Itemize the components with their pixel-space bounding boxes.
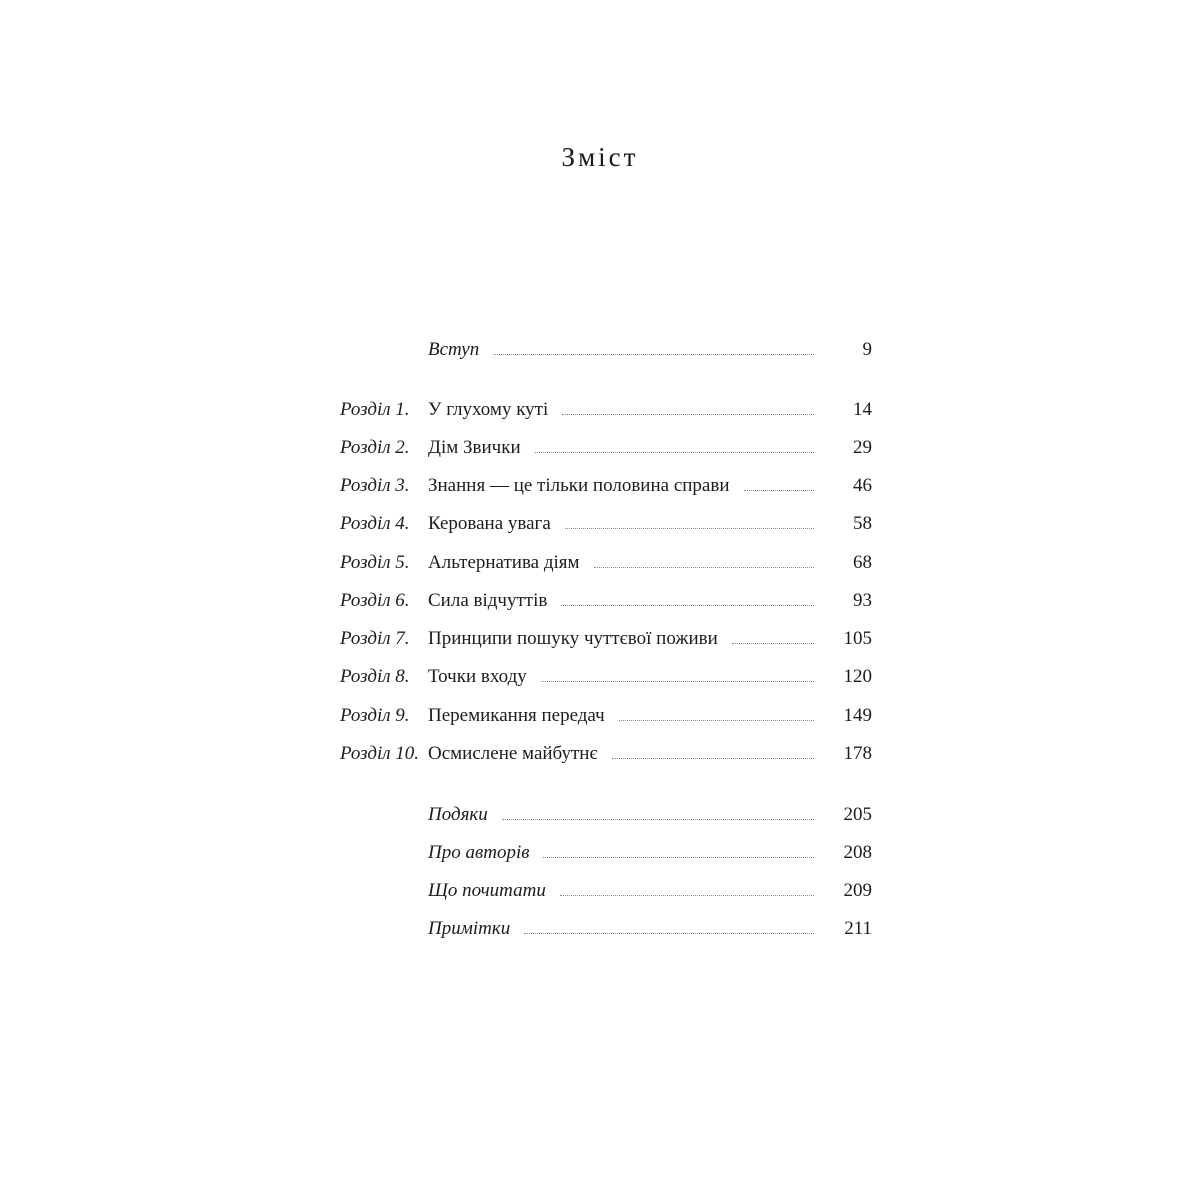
- dot-leader: [562, 414, 814, 415]
- entry-title: У глухому куті: [428, 399, 549, 420]
- dot-leader: [541, 681, 814, 682]
- page-number: 9: [862, 339, 872, 360]
- chapter-number: Розділ 2.: [340, 437, 410, 458]
- entry-title: Альтернатива діям: [428, 552, 580, 573]
- chapter-number: Розділ 1.: [340, 399, 410, 420]
- toc-entry-chapter: [340, 395, 872, 425]
- page-number: 93: [853, 590, 872, 611]
- page-number: 209: [843, 880, 872, 901]
- toc-entry-chapter: [340, 739, 872, 769]
- toc-entry-chapter: [340, 701, 872, 731]
- toc-entry-chapter: [340, 624, 872, 654]
- toc-entry-chapter: [340, 433, 872, 463]
- entry-title: Принципи пошуку чуттєвої поживи: [428, 628, 718, 649]
- chapter-number: Розділ 7.: [340, 628, 410, 649]
- dot-leader: [535, 452, 814, 453]
- dot-leader: [524, 933, 814, 934]
- entry-title: Сила відчуттів: [428, 590, 548, 611]
- dot-leader: [744, 490, 815, 491]
- entry-title: Дім Звички: [428, 437, 521, 458]
- toc-entry-backmatter: [340, 838, 872, 868]
- entry-title: Що почитати: [428, 880, 546, 901]
- entry-title: Вступ: [428, 339, 480, 360]
- page-number: 29: [853, 437, 872, 458]
- page-number: 105: [843, 628, 872, 649]
- dot-leader: [565, 528, 814, 529]
- toc-entry-chapter: [340, 471, 872, 501]
- toc-entry-intro: [340, 335, 872, 365]
- dot-leader: [612, 758, 814, 759]
- page-number: 120: [843, 666, 872, 687]
- entry-title: Про авторів: [428, 842, 530, 863]
- toc-entry-chapter: [340, 586, 872, 616]
- chapter-number: Розділ 9.: [340, 705, 410, 726]
- dot-leader: [561, 605, 814, 606]
- entry-title: Примітки: [428, 918, 511, 939]
- chapter-number: Розділ 4.: [340, 513, 410, 534]
- page-number: 68: [853, 552, 872, 573]
- dot-leader: [543, 857, 814, 858]
- toc-entry-backmatter: [340, 914, 872, 944]
- toc-entry-chapter: [340, 662, 872, 692]
- dot-leader: [619, 720, 814, 721]
- dot-leader: [560, 895, 814, 896]
- entry-title: Знання — це тільки половина справи: [428, 475, 730, 496]
- page-number: 211: [844, 918, 872, 939]
- page-number: 46: [853, 475, 872, 496]
- page-number: 58: [853, 513, 872, 534]
- dot-leader: [493, 354, 814, 355]
- page-number: 149: [843, 705, 872, 726]
- toc-entry-chapter: [340, 509, 872, 539]
- entry-title: Осмислене майбутнє: [428, 743, 598, 764]
- chapter-number: Розділ 6.: [340, 590, 410, 611]
- toc-entry-chapter: [340, 548, 872, 578]
- page-number: 178: [843, 743, 872, 764]
- page-title: Зміст: [561, 142, 639, 172]
- chapter-number: Розділ 3.: [340, 475, 410, 496]
- page-number: 14: [853, 399, 872, 420]
- entry-title: Керована увага: [428, 513, 551, 534]
- toc-entry-backmatter: [340, 876, 872, 906]
- toc-entry-backmatter: [340, 800, 872, 830]
- dot-leader: [502, 819, 814, 820]
- chapter-number: Розділ 8.: [340, 666, 410, 687]
- chapter-number: Розділ 5.: [340, 552, 410, 573]
- dot-leader: [732, 643, 814, 644]
- page-number: 208: [843, 842, 872, 863]
- entry-title: Подяки: [428, 804, 488, 825]
- entry-title: Перемикання передач: [428, 705, 605, 726]
- chapter-number: Розділ 10.: [340, 743, 420, 764]
- entry-title: Точки входу: [428, 666, 527, 687]
- page-number: 205: [843, 804, 872, 825]
- dot-leader: [594, 567, 814, 568]
